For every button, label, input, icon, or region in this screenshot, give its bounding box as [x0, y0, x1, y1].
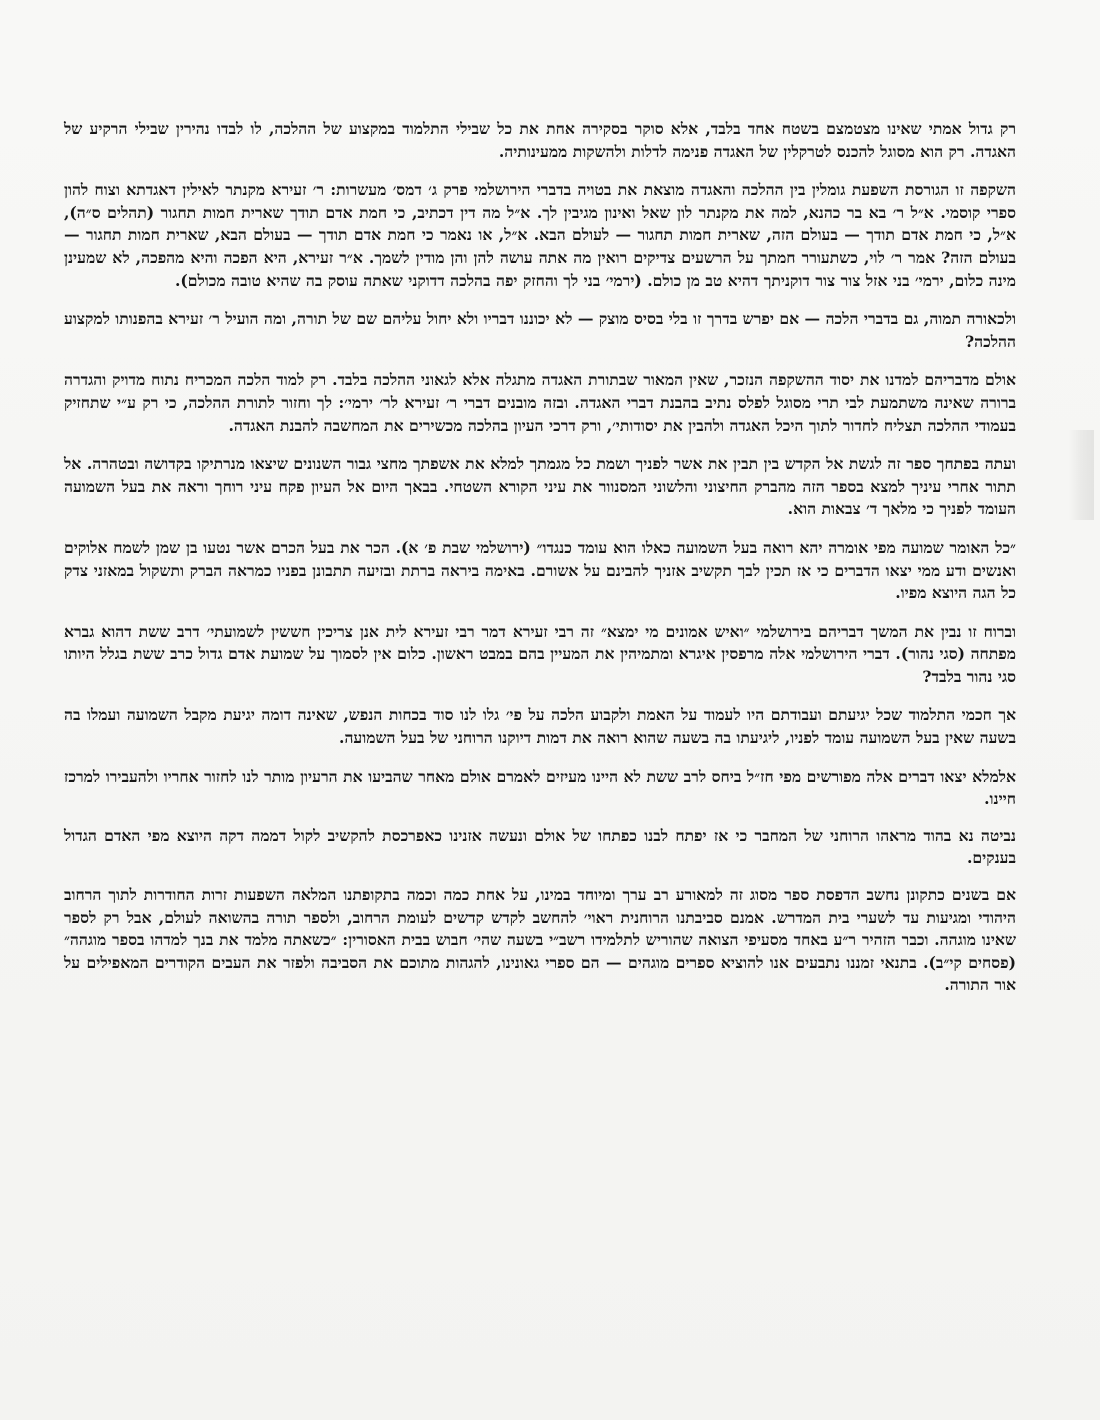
paragraph-9: אלמלא יצאו דברים אלה מפורשים מפי חז״ל ביחס לרב ששת לא היינו מעיזים לאמרם אולם מאחר שהביעו את הרעיון מותר לנו לחזור אחריו ולהעבירו למרכז חיינו. [64, 766, 1016, 809]
paragraph-2: השקפה זו הגורסת השפעת גומלין בין ההלכה והאגדה מוצאת את בטויה בדברי הירושלמי פרק ג׳ דמס׳ מעשרות: ר׳ זעירא מקנתר לאילין דאגדתא וצוח להון ספרי קוסמי. א״ל ר׳ בא בר כהנא, למה את מקנתר לון שאל ואינון מגיבין לך. א״ל מה דין דכתיב, כי חמת אדם תודך שארית חמות תחגור (תהלים ס״ה), א״ל, כי חמת אדם תודך — בעולם הזה, שארית חמות תחגור — לעולם הבא. א״ל, או נאמר כי חמת אדם תודך — בעולם הבא, שארית חמות תחגור — בעולם הזה? אמר ר׳ לוי, כשתעורר חמתך על הרשעים צדיקים רואין מה אתה עושה להן והן מודין לשמך. א״ר זעירא, היא הפכה והיא מהפכה, לא שמעינן מינה כלום, ירמי׳ בני אזל צור צור דוקניתך דהיא טב מן כולם. (ירמי׳ בני לך והחזק יפה בהלכה דדוקני שאתה עוסק בה שהיא טובה מכולם). [64, 180, 1016, 290]
paragraph-8: אך חכמי התלמוד שכל יגיעתם ועבודתם היו לעמוד על האמת ולקבוע הלכה על פי׳ גלו לנו סוד בכחות הנפש, שאינה דומה יגיעת מקבל השמועה ועמלו בה בשעה שאין בעל השמועה עומד לפניו, ליגיעתו בה בשעה שהוא רואה את דמות דיוקנו הרוחני של בעל השמועה. [64, 705, 1016, 748]
paragraph-10: נביטה נא בהוד מראהו הרוחני של המחבר כי אז יפתח לבנו כפתחו של אולם ונעשה אזנינו כאפרכסת להקשיב לקול דממה דקה היוצא מפי האדם הגדול בענקים. [64, 825, 1016, 868]
scan-edge-shadow [1068, 430, 1094, 520]
paragraph-3: ולכאורה תמוה, גם בדברי הלכה — אם יפרש בדרך זו בלי בסיס מוצק — לא יכוננו דבריו ולא יחול עליהם שם של תורה, ומה הועיל ר׳ זעירא בהפנותו למקצוע ההלכה? [64, 309, 1016, 351]
paragraph-6: ״כל האומר שמועה מפי אומרה יהא רואה בעל השמועה כאלו הוא עומד כנגדו״ (ירושלמי שבת פ׳ א). הכר את בעל הכרם אשר נטעו בן שמן לשמח אלוקים ואנשים ודע ממי יצאו הדברים כי אז תכין לבך תקשיב אזניך להבינם על אשורם. באימה ביראה ברתת ובזיעה תתבונן בפניו כמראה הברק ותשקול במאזני צדק כל הגה היוצא מפיו. [64, 537, 1016, 603]
paragraph-5: ועתה בפתחך ספר זה לגשת אל הקדש בין תבין את אשר לפניך ושמת כל מגמתך למלא את אשפתך מחצי גבור השנונים שיצאו מנרתיקו בקדושה ובטהרה. אל תתור אחרי עיניך למצא בספר הזה מהברק החיצוני והלשוני המסנוור את עיני הקורא השטחי. בבאך היום אל העיון פקח עיני רוחך וראה את בעל השמועה העומד לפניך כי מלאך ד׳ צבאות הוא. [64, 454, 1016, 519]
body-text [64, 118, 1016, 997]
paragraph-1: רק גדול אמתי שאינו מצטמצם בשטח אחד בלבד, אלא סוקר בסקירה אחת את כל שבילי התלמוד במקצוע של ההלכה, לו לבדו נהירין שבילי הרקיע של האגדה. רק הוא מסוגל להכנס לטרקלין של האגדה פנימה לדלות ולהשקות ממעינותיה. [64, 119, 1016, 161]
paragraph-4: אולם מדבריהם למדנו את יסוד ההשקפה הנזכר, שאין המאור שבתורת האגדה מתגלה אלא לגאוני ההלכה בלבד. רק למוד הלכה המכריח נתוח מדויק והגדרה ברורה שאינה משתמעת לבי תרי מסוגל לפלס נתיב בהבנת דברי האגדה. ובזה מובנים דברי ר׳ זעירא לר׳ ירמי׳: לך וחזור לתורת ההלכה, כי רק ע״י שתחזיק בעמודי ההלכה תצליח לחדור לתוך היכל האגדה ולהבין את יסודותי׳, ורק דרכי העיון בהלכה מכשירים את המחשבה להבנת האגדה. [64, 370, 1016, 435]
paragraph-7: וברוח זו נבין את המשך דבריהם בירושלמי ״ואיש אמונים מי ימצא״ זה רבי זעירא דמר רבי זעירא לית אנן צריכין חששין לשמועתי׳ דרב ששת דהוא גברא מפתחה (סגי נהור). דברי הירושלמי אלה מרפסין איגרא ומתמיהין את המעיין בהם במבט ראשון. כלום אין לסמוך על שמועת אדם גדול כרב ששת בגלל היותו סגי נהור בלבד? [64, 621, 1016, 686]
paragraph-11: אם בשנים כתקונן נחשב הדפסת ספר מסוג זה למאורע רב ערך ומיוחד במינו, על אחת כמה וכמה בתקופתנו המלאה השפעות זרות החודרות לתוך הרחוב היהודי ומגיעות עד לשערי בית המדרש. אמנם סביבתנו הרוחנית ראוי׳ להחשב לקדש קדשים לעומת הרחוב, ולספר תורה בהשואה לעולם, אבל רק לספר שאינו מוגהה. וכבר הזהיר ר״ע באחד מסעיפי הצואה שהוריש לתלמידו רשב״י בשעה שהי׳ חבוש בבית האסורין: ״כשאתה מלמד את בנך למדהו בספר מוגהה״ (פסחים קי״ב). בתנאי זמננו נתבעים אנו להוציא ספרים מוגהים — הם ספרי גאונינו, להגהות מתוכם את הסביבה ולפזר את העבים הקודרים המאפילים על אור התורה. [64, 885, 1016, 995]
